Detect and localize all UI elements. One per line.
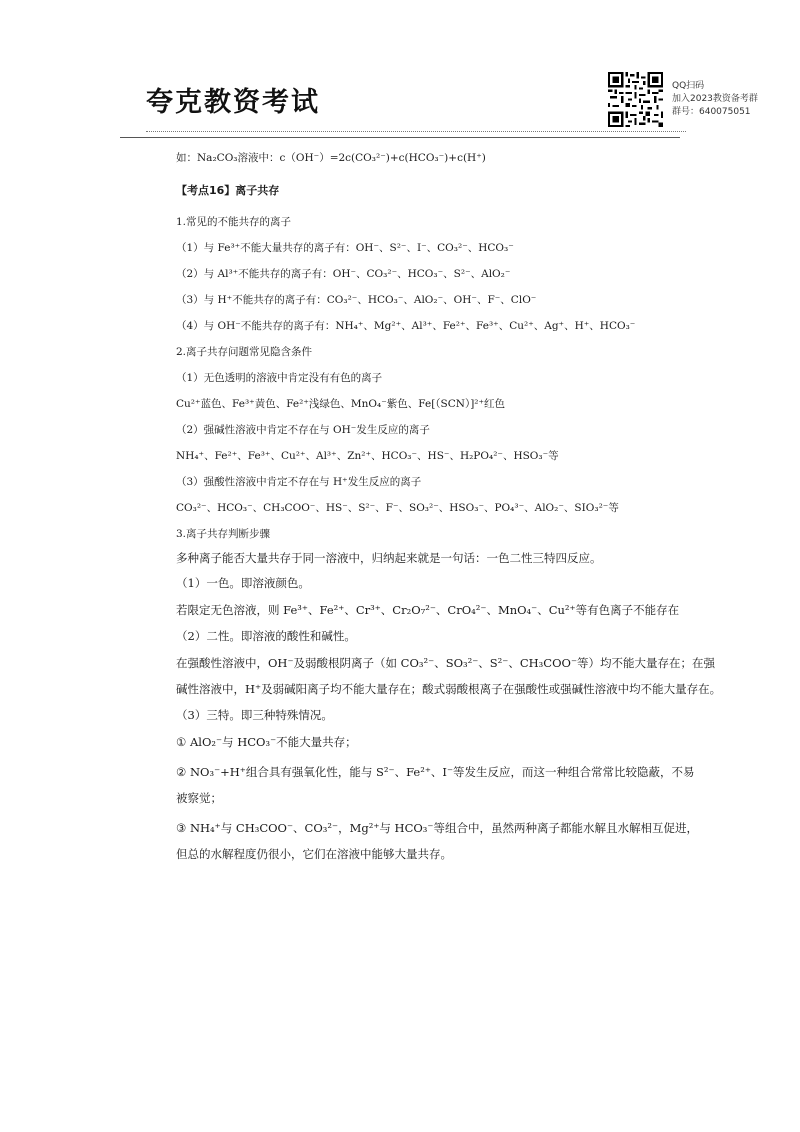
text-line: 在强酸性溶液中，OH⁻及弱酸根阴离子（如 CO₃²⁻、SO₃²⁻、S²⁻、CH₃COO⁻等）均不能大量存在；在强 (176, 656, 716, 670)
text-line: （2）强碱性溶液中肯定不存在与 OH⁻发生反应的离子 (176, 424, 430, 436)
text-line: （2）二性。即溶液的酸性和碱性。 (176, 629, 356, 643)
text-line: ① AlO₂⁻与 HCO₃⁻不能大量共存； (176, 735, 357, 749)
qr-caption-line: 群号：640075051 (672, 107, 751, 117)
text-line: NH₄⁺、Fe²⁺、Fe³⁺、Cu²⁺、Al³⁺、Zn²⁺、HCO₃⁻、HS⁻、H₂PO₄²⁻、HSO₃⁻等 (176, 450, 559, 462)
text-line: （1）与 Fe³⁺不能大量共存的离子有：OH⁻、S²⁻、I⁻、CO₃²⁻、HCO₃⁻ (176, 242, 514, 254)
text-line: 碱性溶液中，H⁺及弱碱阳离子均不能大量存在；酸式弱酸根离子在强酸性或强碱性溶液中均不能大量存在。 (176, 682, 722, 696)
text-line: ② NO₃⁻+H⁺组合具有强氧化性，能与 S²⁻、Fe²⁺、I⁻等发生反应，而这一种组合常常比较隐蔽，不易 (176, 765, 695, 779)
qr-code-icon (608, 72, 663, 127)
text-line: （2）与 Al³⁺不能共存的离子有：OH⁻、CO₃²⁻、HCO₃⁻、S²⁻、AlO₂⁻ (176, 268, 511, 280)
text-line: （3）与 H⁺不能共存的离子有：CO₃²⁻、HCO₃⁻、AlO₂⁻、OH⁻、F⁻、ClO⁻ (176, 294, 537, 306)
text-line: （1）一色。即溶液颜色。 (176, 576, 310, 590)
header-dotted-rule (146, 131, 686, 132)
section-heading: 【考点16】离子共存 (176, 184, 280, 197)
brand-title: 夸克教资考试 (146, 87, 320, 118)
text-line: 如：Na₂CO₃溶液中：c（OH⁻）=2c(CO₃²⁻)+c(HCO₃⁻)+c(H⁺) (176, 152, 486, 164)
text-line: （1）无色透明的溶液中肯定没有有色的离子 (176, 372, 383, 384)
text-line: 但总的水解程度仍很小，它们在溶液中能够大量共存。 (176, 847, 452, 861)
text-line: 多种离子能否大量共存于同一溶液中，归纳起来就是一句话：一色二性三特四反应。 (176, 551, 602, 565)
text-line: ③ NH₄⁺与 CH₃COO⁻、CO₃²⁻，Mg²⁺与 HCO₃⁻等组合中，虽然两种离子都能水解且水解相互促进， (176, 821, 698, 835)
qr-caption-line: 加入2023教资备考群 (672, 94, 758, 104)
text-line: （3）强酸性溶液中肯定不存在与 H⁺发生反应的离子 (176, 476, 422, 488)
header-divider (120, 137, 680, 138)
text-line: 2.离子共存问题常见隐含条件 (176, 346, 313, 358)
text-line: 若限定无色溶液，则 Fe³⁺、Fe²⁺、Cr³⁺、Cr₂O₇²⁻、CrO₄²⁻、MnO₄⁻、Cu²⁺等有色离子不能存在 (176, 603, 680, 617)
text-line: （4）与 OH⁻不能共存的离子有：NH₄⁺、Mg²⁺、Al³⁺、Fe²⁺、Fe³⁺、Cu²⁺、Ag⁺、H⁺、HCO₃⁻ (176, 320, 636, 332)
qr-caption-line: QQ扫码 (672, 81, 705, 91)
text-line: CO₃²⁻、HCO₃⁻、CH₃COO⁻、HS⁻、S²⁻、F⁻、SO₃²⁻、HSO₃⁻、PO₄³⁻、AlO₂⁻、SIO₃²⁻等 (176, 502, 619, 514)
qr-caption (672, 80, 758, 119)
text-line: （3）三特。即三种特殊情况。 (176, 708, 333, 722)
text-line: 3.离子共存判断步骤 (176, 528, 271, 540)
text-line: Cu²⁺蓝色、Fe³⁺黄色、Fe²⁺浅绿色、MnO₄⁻紫色、Fe[（SCN）]²⁺红色 (176, 398, 506, 410)
text-line: 1.常见的不能共存的离子 (176, 216, 292, 228)
text-line: 被察觉； (176, 791, 222, 805)
